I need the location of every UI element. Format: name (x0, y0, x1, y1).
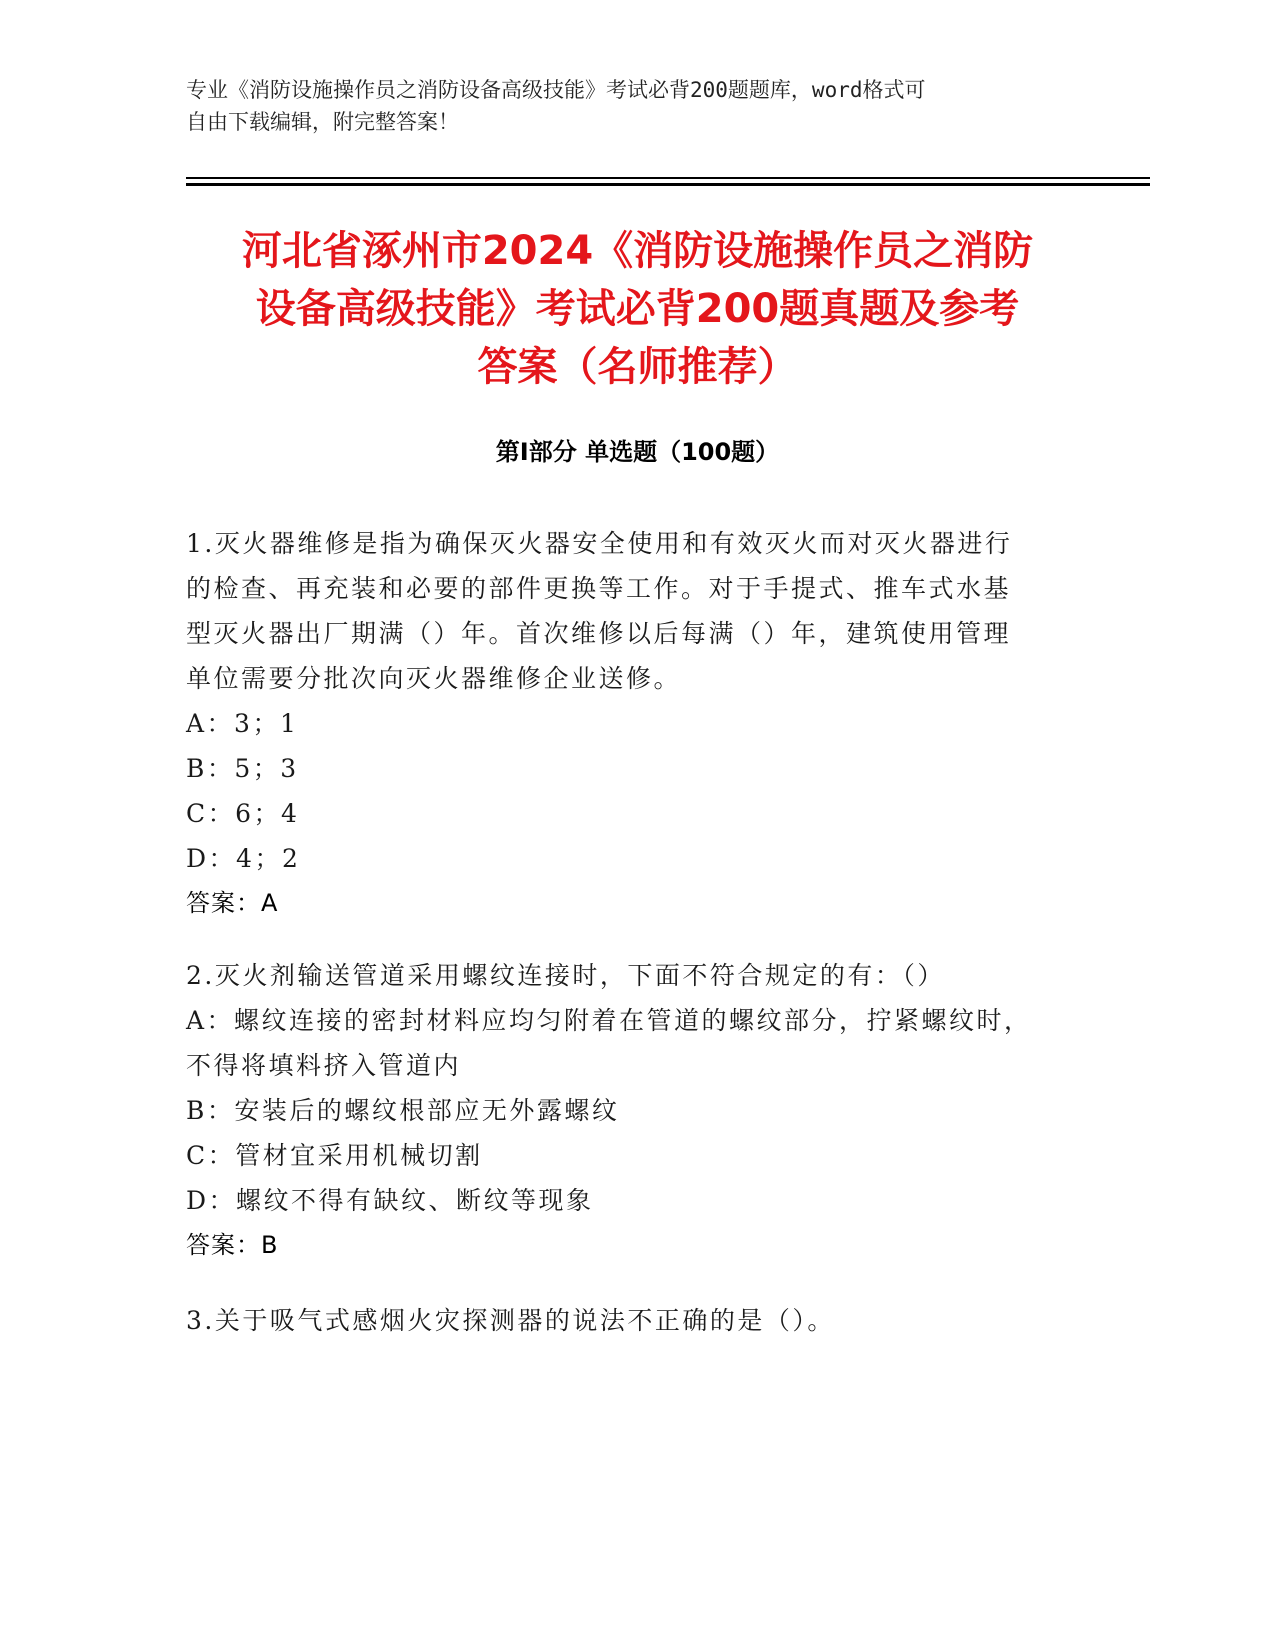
option-d: D：螺纹不得有缺纹、断纹等现象 (186, 1186, 594, 1215)
option-c: C：6；4 (186, 799, 300, 828)
option-b: B：安装后的螺纹根部应无外露螺纹 (186, 1096, 620, 1125)
header-rule-thin (186, 177, 1150, 179)
option-d: D：4；2 (186, 844, 301, 873)
header-note-line-1: 专业《消防设施操作员之消防设备高级技能》考试必背200题题库，word格式可 (186, 78, 926, 102)
option-a: A：3；1 (186, 709, 299, 738)
question-stem-line: 1.灭火器维修是指为确保灭火器安全使用和有效灭火而对灭火器进行 (186, 529, 1013, 558)
option-a: A：螺纹连接的密封材料应均匀附着在管道的螺纹部分，拧紧螺纹时， (186, 1006, 1032, 1035)
question-stem-line: 单位需要分批次向灭火器维修企业送修。 (186, 664, 682, 693)
option-c: C：管材宜采用机械切割 (186, 1141, 483, 1170)
option-a-continued: 不得将填料挤入管道内 (186, 1051, 462, 1080)
answer: 答案：A (186, 889, 279, 917)
title-line-1: 河北省涿州市2024《消防设施操作员之消防 (241, 228, 1034, 274)
question-1 (186, 521, 1066, 926)
header-rule-thick (186, 183, 1150, 186)
question-stem-line: 2.灭火剂输送管道采用螺纹连接时，下面不符合规定的有：（） (186, 961, 945, 990)
header-note (186, 74, 1066, 138)
question-stem-line: 的检查、再充装和必要的部件更换等工作。对于手提式、推车式水基 (186, 574, 1012, 603)
document-title (150, 222, 1125, 396)
question-2 (186, 953, 1066, 1268)
title-line-3: 答案（名师推荐） (477, 344, 798, 390)
question-stem-line: 型灭火器出厂期满（）年。首次维修以后每满（）年，建筑使用管理 (186, 619, 1012, 648)
title-line-2: 设备高级技能》考试必背200题真题及参考 (255, 286, 1020, 332)
option-b: B：5；3 (186, 754, 299, 783)
question-stem-line: 3.关于吸气式感烟火灾探测器的说法不正确的是（）。 (186, 1306, 835, 1335)
question-3 (186, 1298, 1066, 1343)
section-title: 第Ⅰ部分 单选题（100题） (495, 438, 780, 466)
answer: 答案：B (186, 1231, 279, 1259)
header-note-line-2: 自由下载编辑，附完整答案！ (186, 110, 459, 134)
